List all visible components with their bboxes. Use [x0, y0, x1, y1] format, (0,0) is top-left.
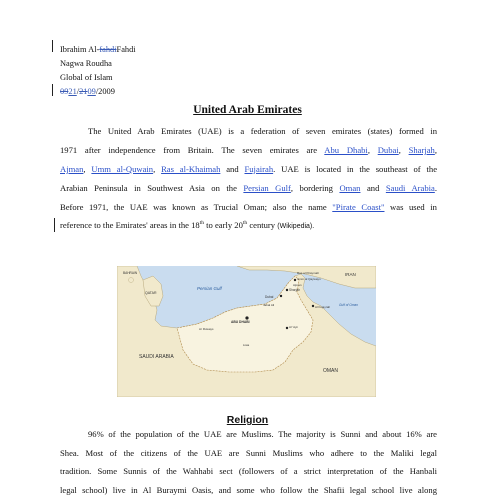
- map-label-persian-gulf: Persian Gulf: [197, 286, 222, 291]
- map-label-saudi: SAUDI ARABIA: [139, 354, 174, 360]
- city-marker-fujairah: [312, 305, 314, 307]
- map-label-fujairah: Al Fujayrah: [315, 305, 331, 309]
- tracked-deletion: 21: [79, 87, 88, 96]
- map-label-qatar: QATAR: [145, 291, 157, 295]
- link-oman[interactable]: Oman: [339, 182, 361, 193]
- tracked-insertion: 09: [87, 87, 96, 96]
- text: . UAE is located in the southeast of the: [273, 163, 438, 174]
- author-name: Ibrahim Al-: [60, 45, 100, 54]
- city-marker-ain: [286, 327, 288, 329]
- paragraph-line: [60, 179, 437, 198]
- link-dubai[interactable]: Dubai: [377, 144, 399, 155]
- paragraph-line: Ajman, Umm al-Quwain, Ras al-Khaimah and Fujairah. UAE is located in the southeast of the: [60, 163, 438, 174]
- text: century: [247, 220, 278, 231]
- text: and: [226, 163, 239, 174]
- superscript: th: [199, 220, 204, 227]
- text: and: [360, 182, 386, 193]
- map-label-ajman: Ajman: [293, 283, 302, 287]
- text: was used in: [384, 201, 437, 212]
- city-marker-sharjah: [286, 289, 288, 291]
- religion-heading: Religion: [226, 414, 269, 426]
- paragraph-line: The United Arab Emirates (UAE) is a federation of seven emirates (states) formed in: [88, 126, 437, 136]
- link-ras-al-khaimah[interactable]: Ras al-Khaimah: [161, 163, 221, 174]
- map-label-abu-dhabi: ABU DHABI: [231, 320, 250, 324]
- date-year: /2009: [95, 87, 115, 96]
- text: Arabian Peninsula in Southwest Asia on the: [60, 182, 244, 193]
- map-label-iran: IRAN: [345, 272, 356, 277]
- coauthor-line: Nagwa Roudha: [60, 59, 112, 68]
- link-ajman[interactable]: Ajman: [60, 163, 84, 174]
- document-title: United Arab Emirates: [193, 104, 302, 116]
- paragraph-line: [60, 198, 437, 217]
- map-label-bahrain: BAHRAIN: [123, 271, 138, 275]
- tracked-insertion: 21: [68, 87, 77, 96]
- date-separator: /: [76, 87, 80, 96]
- link-umm-al-quwain[interactable]: Umm al-Quwain: [91, 163, 154, 174]
- link-persian-gulf[interactable]: Persian Gulf: [243, 182, 291, 193]
- link-sharjah[interactable]: Sharjah: [408, 144, 435, 155]
- map-label-sharjah: Sharjah: [289, 288, 300, 292]
- tracked-deletion: 09: [60, 87, 69, 96]
- tracked-deletion: fahdi: [99, 45, 117, 54]
- map-label-jabal: Jabal Ali: [263, 303, 275, 307]
- citation: (Wikipedia).: [277, 223, 315, 231]
- religion-paragraph: [60, 425, 437, 499]
- map-label-oman: OMAN: [323, 368, 338, 374]
- map-label-liwa: Liwa: [243, 343, 250, 347]
- map-label-ruways: Ar Ruways: [199, 327, 214, 331]
- change-bar: [54, 218, 55, 232]
- uae-map: [117, 266, 376, 397]
- map-label-gulf-oman: Gulf of Oman: [339, 303, 358, 307]
- link-fujairah[interactable]: Fujairah: [244, 163, 274, 174]
- link-pirate-coast[interactable]: "Pirate Coast": [332, 201, 385, 212]
- paragraph-line: 1971 after independence from Britain. The seven emirates are Abu Dhabi, Dubai, Sharjah,: [60, 144, 438, 155]
- map-label-dubai: Dubai: [265, 295, 274, 299]
- superscript: th: [242, 220, 248, 227]
- city-marker-dubai: [280, 295, 282, 297]
- map-label-ain: Al 'Ayn: [289, 325, 299, 329]
- city-marker-ras: [294, 279, 296, 281]
- author-name-corrected: Fahdi: [116, 45, 136, 54]
- link-saudi-arabia[interactable]: Saudi Arabia: [385, 182, 435, 193]
- text: reference to the Emirates' areas in the 18: [60, 220, 200, 231]
- change-bar: [52, 84, 53, 96]
- text: to early 20: [203, 220, 243, 231]
- text: 1971 after independence from Britain. The seven emirates are: [60, 144, 325, 155]
- course-line: Global of Islam: [60, 73, 113, 82]
- paragraph-line: legal school) live in Al Buraymi Oasis, and some who follow the Shafii legal school live along: [60, 484, 437, 495]
- text: .: [434, 182, 437, 193]
- date-line: [60, 86, 115, 97]
- text: , bordering: [290, 182, 340, 193]
- bahrain-island: [129, 278, 134, 283]
- map-label-umm: Umm al Qaywayn: [297, 277, 321, 281]
- text: Before 1971, the UAE was known as Trucial Oman; also the name: [60, 201, 333, 212]
- map-label-ras: Ras al Khaymah: [297, 271, 320, 275]
- change-bar: [52, 40, 53, 52]
- paragraph-line: 96% of the population of the UAE are Muslims. The majority is Sunni and about 16% are: [88, 429, 437, 439]
- link-abu-dhabi[interactable]: Abu Dhabi: [324, 144, 368, 155]
- intro-paragraph: [60, 122, 437, 235]
- paragraph-line: Shea. Most of the citizens of the UAE are Sunni Muslims who adhere to the Maliki legal: [60, 447, 437, 458]
- author-line: [60, 44, 136, 55]
- paragraph-line: [60, 216, 437, 235]
- paragraph-line: tradition. Some Sunnis of the Wahhabi sect (followers of a strict interpretation of the Hanbali: [60, 466, 437, 477]
